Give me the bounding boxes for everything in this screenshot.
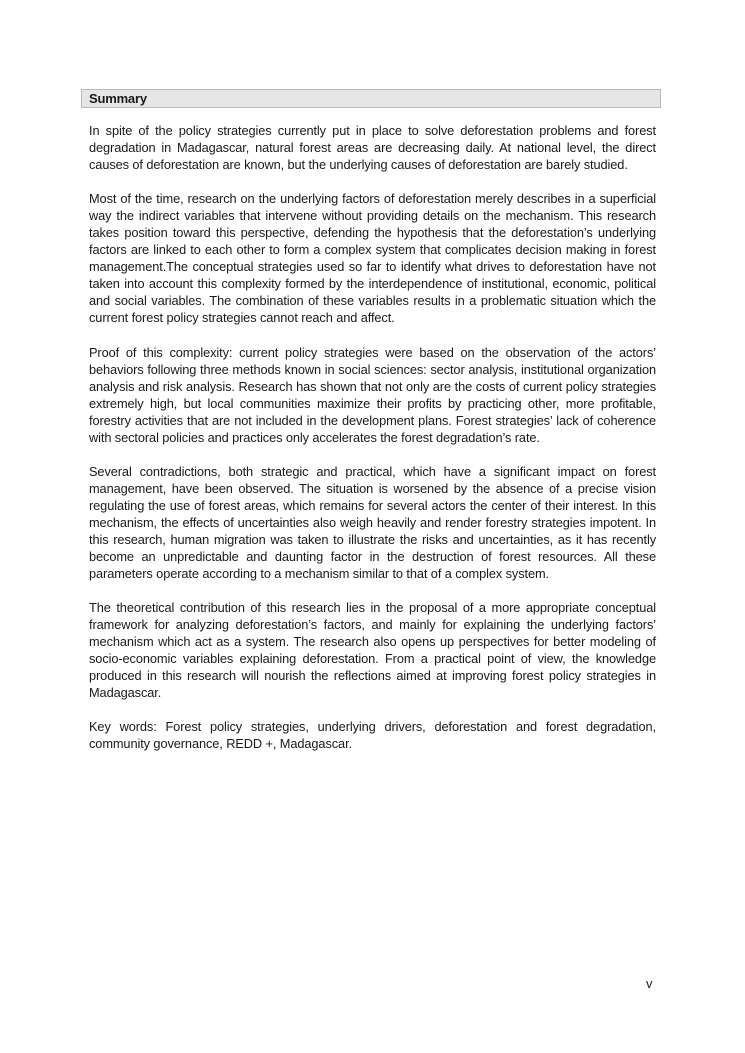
section-heading-bar [81,89,661,108]
summary-body [89,122,656,770]
summary-paragraph-5: The theoretical contribution of this research lies in the proposal of a more appropriate conceptual framework for analyzing deforestation’s factors, and mainly for explaining the underlying factors’ mechanism which act as a system. The research also opens up perspectives for better modeling of socio-economic variables explaining deforestation. From a practical point of view, the knowledge produced in this research will nourish the reflections aimed at improving forest policy strategies in Madagascar. [89,600,656,701]
key-words-paragraph: Key words: Forest policy strategies, underlying drivers, deforestation and forest degradation, community governance, REDD +, Madagascar. [89,719,656,752]
page-number: v [646,976,653,991]
summary-paragraph-4: Several contradictions, both strategic and practical, which have a significant impact on forest management, have been observed. The situation is worsened by the absence of a precise vision regulating the use of forest areas, which remains for several actors the center of their interest. In this mechanism, the effects of uncertainties also weigh heavily and render forestry strategies impotent. In this research, human migration was taken to illustrate the risks and uncertainties, as it has recently become an unpredictable and daunting factor in the destruction of forest resources. All these parameters operate according to a mechanism similar to that of a complex system. [89,463,656,582]
section-heading: Summary [89,91,147,106]
summary-paragraph-3: Proof of this complexity: current policy strategies were based on the observation of the actors’ behaviors following three methods known in social sciences: sector analysis, institutional organization analysis and risk analysis. Research has shown that not only are the costs of current policy strategies extremely high, but local communities maximize their profits by practicing other, more profitable, forestry activities that are not included in the development plans. Forest strategies’ lack of coherence with sectoral policies and practices only accelerates the forest degradation’s rate. [89,344,656,445]
summary-paragraph-2: Most of the time, research on the underlying factors of deforestation merely describes in a superficial way the indirect variables that intervene without providing details on the mechanism. This research takes position toward this perspective, defending the hypothesis that the deforestation’s underlying factors are linked to each other to form a complex system that complicates decision making in forest management.The conceptual strategies used so far to identify what drives to deforestation have not taken into account this complexity formed by the interdependence of institutional, economic, political and social variables. The combination of these variables results in a problematic situation which the current forest policy strategies cannot reach and affect. [89,191,656,326]
summary-paragraph-1: In spite of the policy strategies currently put in place to solve deforestation problems and forest degradation in Madagascar, natural forest areas are decreasing daily. At national level, the direct causes of deforestation are known, but the underlying causes of deforestation are barely studied. [89,123,656,173]
